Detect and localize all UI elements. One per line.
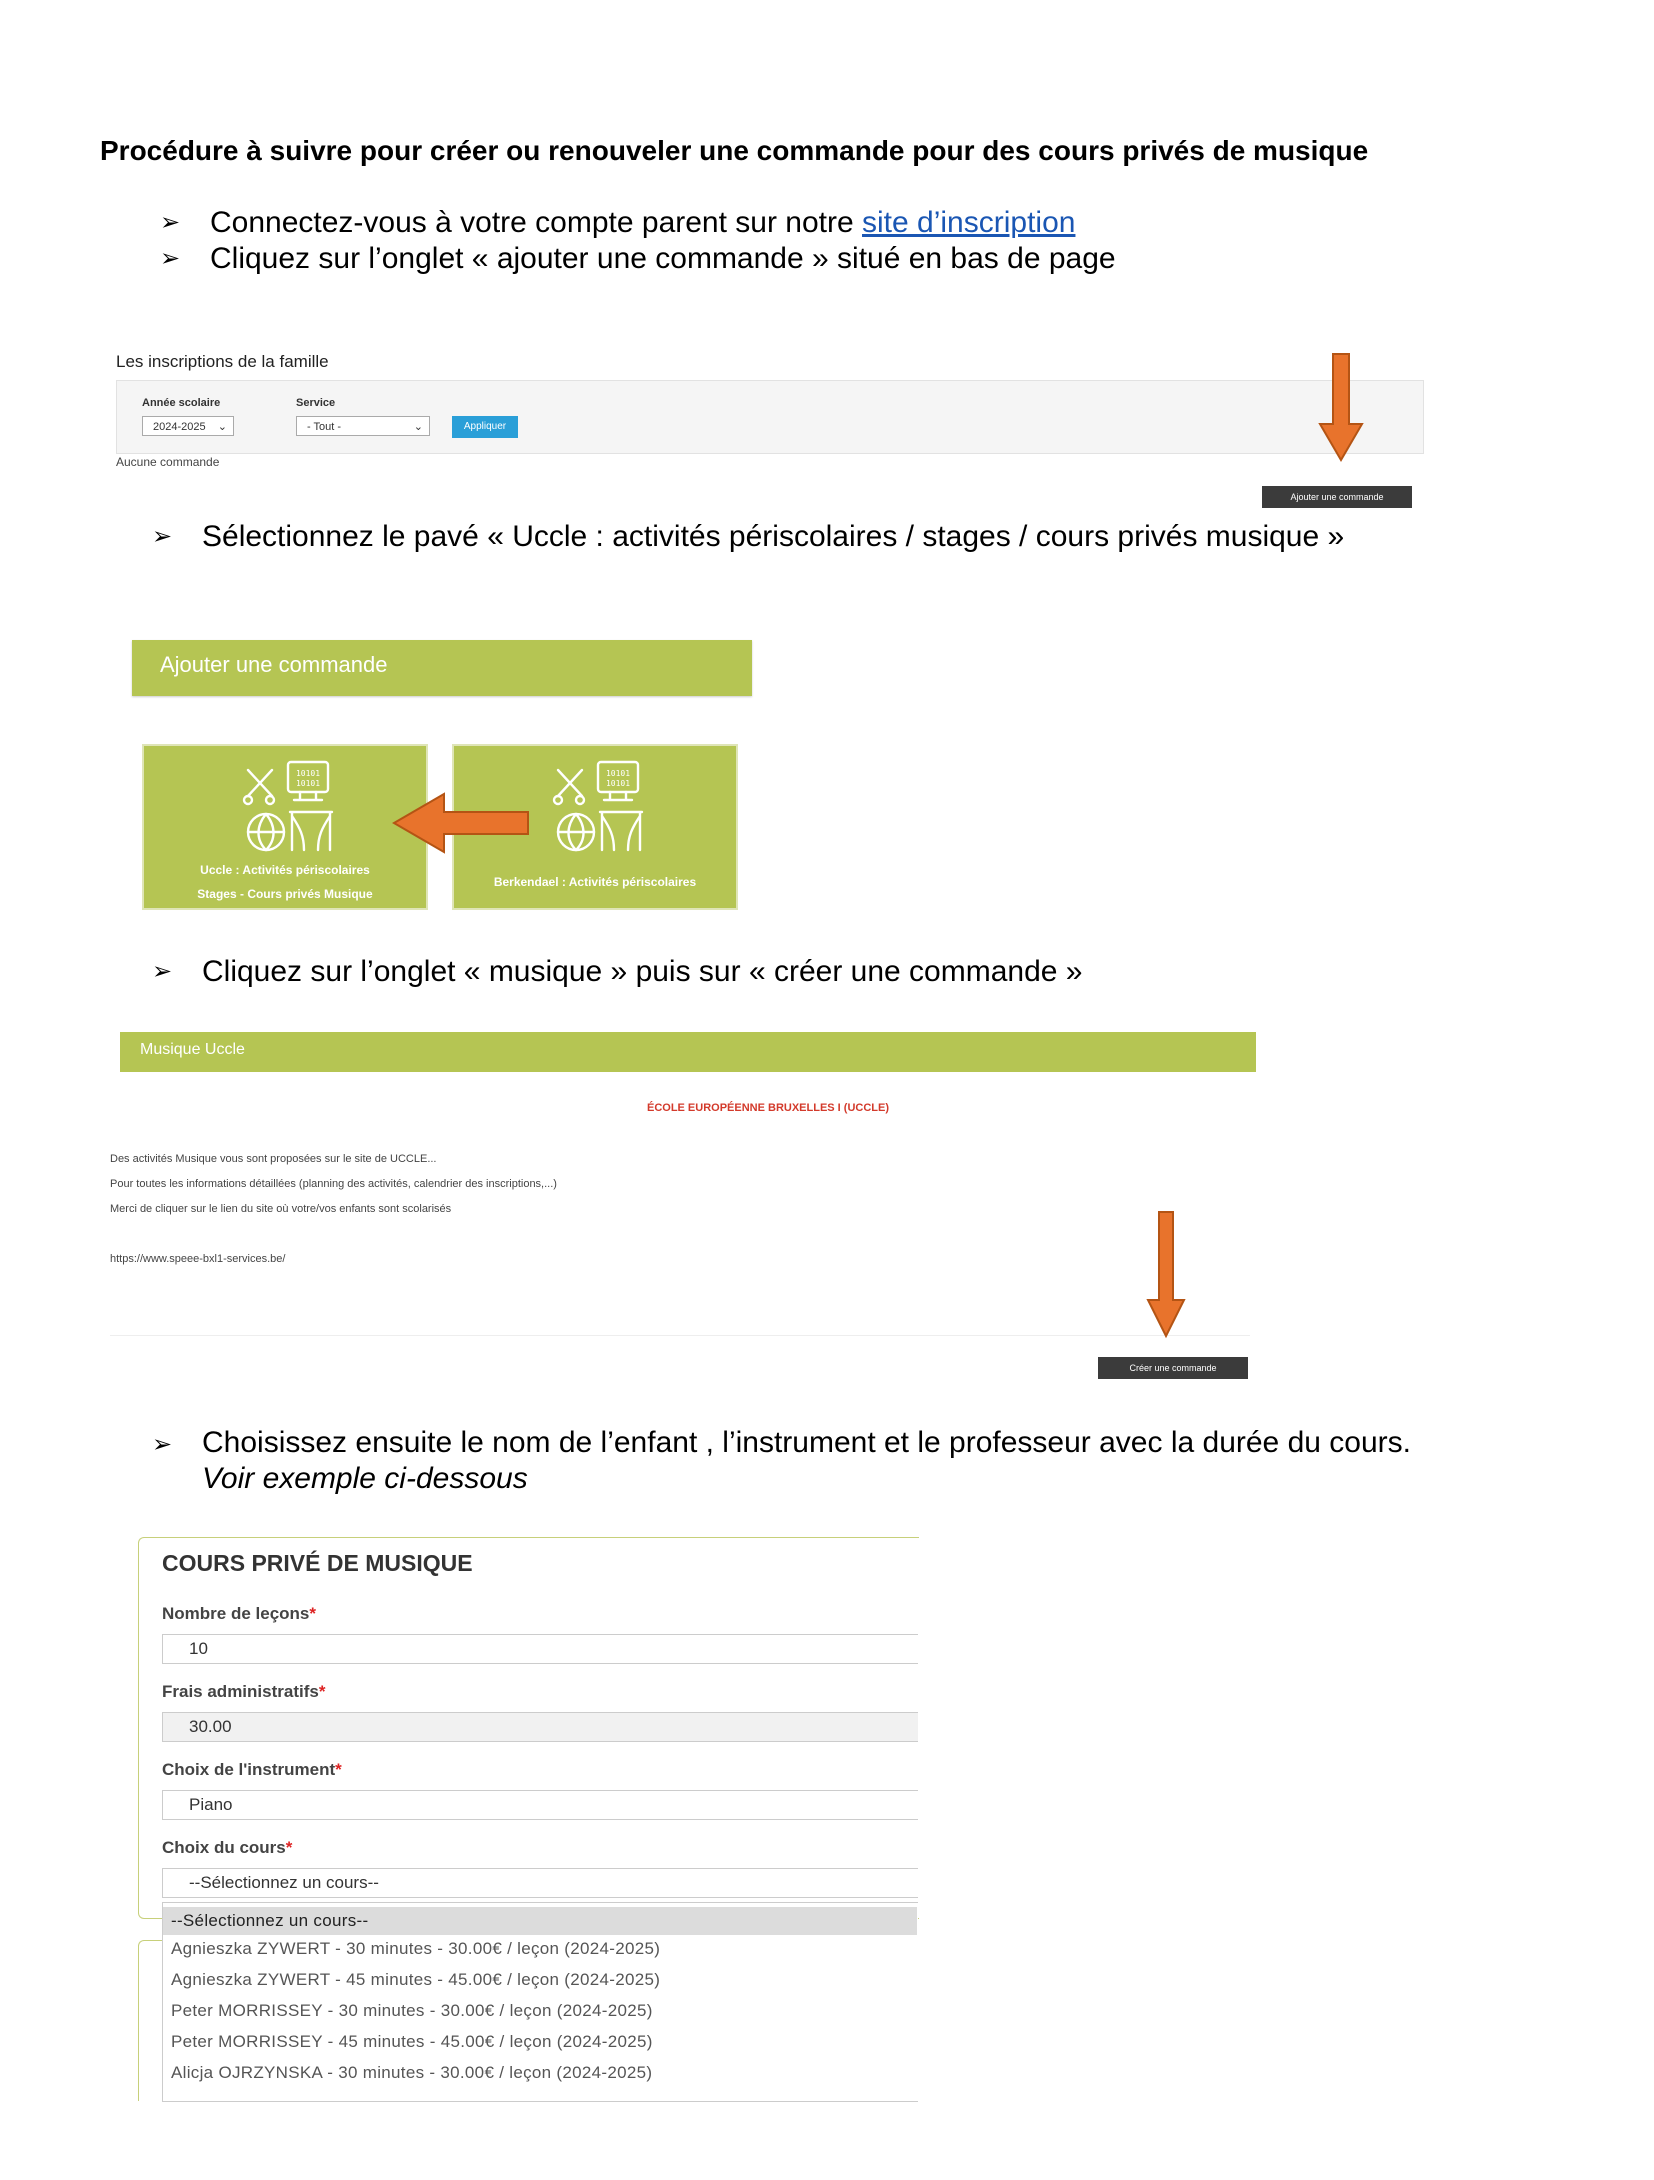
left-arrow-icon: [392, 790, 530, 856]
tile-berkendael-line1: Berkendael : Activités périscolaires: [493, 875, 697, 889]
bullet-arrow-icon: ➢: [160, 245, 181, 272]
fees-field: 30.00: [162, 1712, 918, 1742]
bullet-arrow-icon: ➢: [152, 958, 173, 985]
course-options-list: [162, 1902, 918, 2102]
step-music-tab: [152, 955, 1552, 991]
course-option[interactable]: Peter MORRISSEY - 30 minutes - 30.00€ / leçon (2024-2025): [171, 2001, 653, 2020]
add-order-button[interactable]: Ajouter une commande: [1262, 486, 1412, 508]
activities-icon: [240, 756, 336, 854]
course-option[interactable]: --Sélectionnez un cours--: [163, 1907, 917, 1935]
school-name: ÉCOLE EUROPÉENNE BRUXELLES I (UCCLE): [646, 1102, 890, 1114]
svg-text:10101: 10101: [605, 779, 631, 788]
lessons-input[interactable]: 10: [162, 1634, 918, 1664]
svg-text:10101: 10101: [605, 769, 631, 778]
add-order-header: Ajouter une commande: [132, 640, 752, 696]
step-select-tile: [152, 520, 1552, 556]
family-registrations-title: Les inscriptions de la famille: [116, 352, 329, 371]
tile-uccle-line2: Stages - Cours privés Musique: [197, 887, 373, 901]
filter-panel: [116, 380, 1424, 454]
instrument-select[interactable]: Piano: [162, 1790, 918, 1820]
school-year-value: 2024-2025: [153, 421, 206, 433]
school-site-url[interactable]: https://www.speee-bxl1-services.be/: [110, 1253, 286, 1265]
create-order-button[interactable]: Créer une commande: [1098, 1357, 1248, 1379]
bullet-arrow-icon: ➢: [152, 1431, 173, 1458]
step-choose-course: [152, 1425, 1452, 1497]
down-arrow-icon: [1146, 1210, 1186, 1340]
step-add-order: [160, 242, 1460, 278]
course-select[interactable]: --Sélectionnez un cours--: [162, 1868, 918, 1898]
step-connect-text: Connectez-vous à votre compte parent sur notre: [210, 206, 863, 239]
fees-label: Frais administratifs*: [162, 1682, 326, 1701]
service-label: Service: [296, 397, 336, 409]
school-year-label: Année scolaire: [142, 397, 221, 409]
instrument-label: Choix de l'instrument*: [162, 1760, 342, 1779]
school-year-select[interactable]: [142, 416, 234, 436]
tile-uccle[interactable]: [142, 744, 428, 910]
music-info-line3: Merci de cliquer sur le lien du site où votre/vos enfants sont scolarisés: [110, 1203, 452, 1215]
chevron-down-icon: ⌄: [413, 421, 423, 433]
document-title: Procédure à suivre pour créer ou renouveler une commande pour des cours privés de musique: [100, 135, 1369, 166]
divider: [110, 1335, 1250, 1336]
activities-icon: [550, 756, 646, 854]
apply-button[interactable]: Appliquer: [452, 416, 518, 438]
music-info-line2: Pour toutes les informations détaillées (planning des activités, calendrier des inscriptions,...): [110, 1178, 557, 1190]
step-add-order-text: Cliquez sur l’onglet « ajouter une commande » situé en bas de page: [210, 242, 1116, 275]
music-uccle-header[interactable]: Musique Uccle: [120, 1032, 1256, 1072]
svg-text:10101: 10101: [295, 779, 321, 788]
no-order-text: Aucune commande: [116, 455, 220, 469]
registration-site-link[interactable]: site d’inscription: [862, 206, 1076, 239]
svg-text:10101: 10101: [295, 769, 321, 778]
course-option[interactable]: Agnieszka ZYWERT - 30 minutes - 30.00€ / leçon (2024-2025): [171, 1939, 661, 1958]
step-select-tile-text: Sélectionnez le pavé « Uccle : activités périscolaires / stages / cours privés musique »: [202, 520, 1345, 553]
service-select[interactable]: [296, 416, 430, 436]
service-value: - Tout -: [307, 421, 342, 433]
tile-uccle-line1: Uccle : Activités périscolaires: [200, 863, 370, 877]
bullet-arrow-icon: ➢: [152, 523, 173, 550]
step-connect: [160, 206, 1460, 242]
course-option[interactable]: Alicja OJRZYNSKA - 30 minutes - 30.00€ / leçon (2024-2025): [171, 2063, 653, 2082]
see-example-text: Voir exemple ci-dessous: [202, 1462, 528, 1495]
course-option[interactable]: Peter MORRISSEY - 45 minutes - 45.00€ / leçon (2024-2025): [171, 2032, 653, 2051]
course-label: Choix du cours*: [162, 1838, 293, 1857]
bullet-arrow-icon: ➢: [160, 209, 181, 236]
down-arrow-icon: [1318, 352, 1364, 464]
form-heading: COURS PRIVÉ DE MUSIQUE: [162, 1550, 473, 1576]
chevron-down-icon: ⌄: [217, 421, 227, 433]
step-choose-course-text: Choisissez ensuite le nom de l’enfant , l’instrument et le professeur avec la durée du cours.: [202, 1426, 1411, 1459]
music-info-line1: Des activités Musique vous sont proposées sur le site de UCCLE...: [110, 1153, 437, 1165]
step-music-tab-text: Cliquez sur l’onglet « musique » puis sur « créer une commande »: [202, 955, 1083, 988]
course-option[interactable]: Agnieszka ZYWERT - 45 minutes - 45.00€ / leçon (2024-2025): [171, 1970, 661, 1989]
lessons-label: Nombre de leçons*: [162, 1604, 316, 1623]
